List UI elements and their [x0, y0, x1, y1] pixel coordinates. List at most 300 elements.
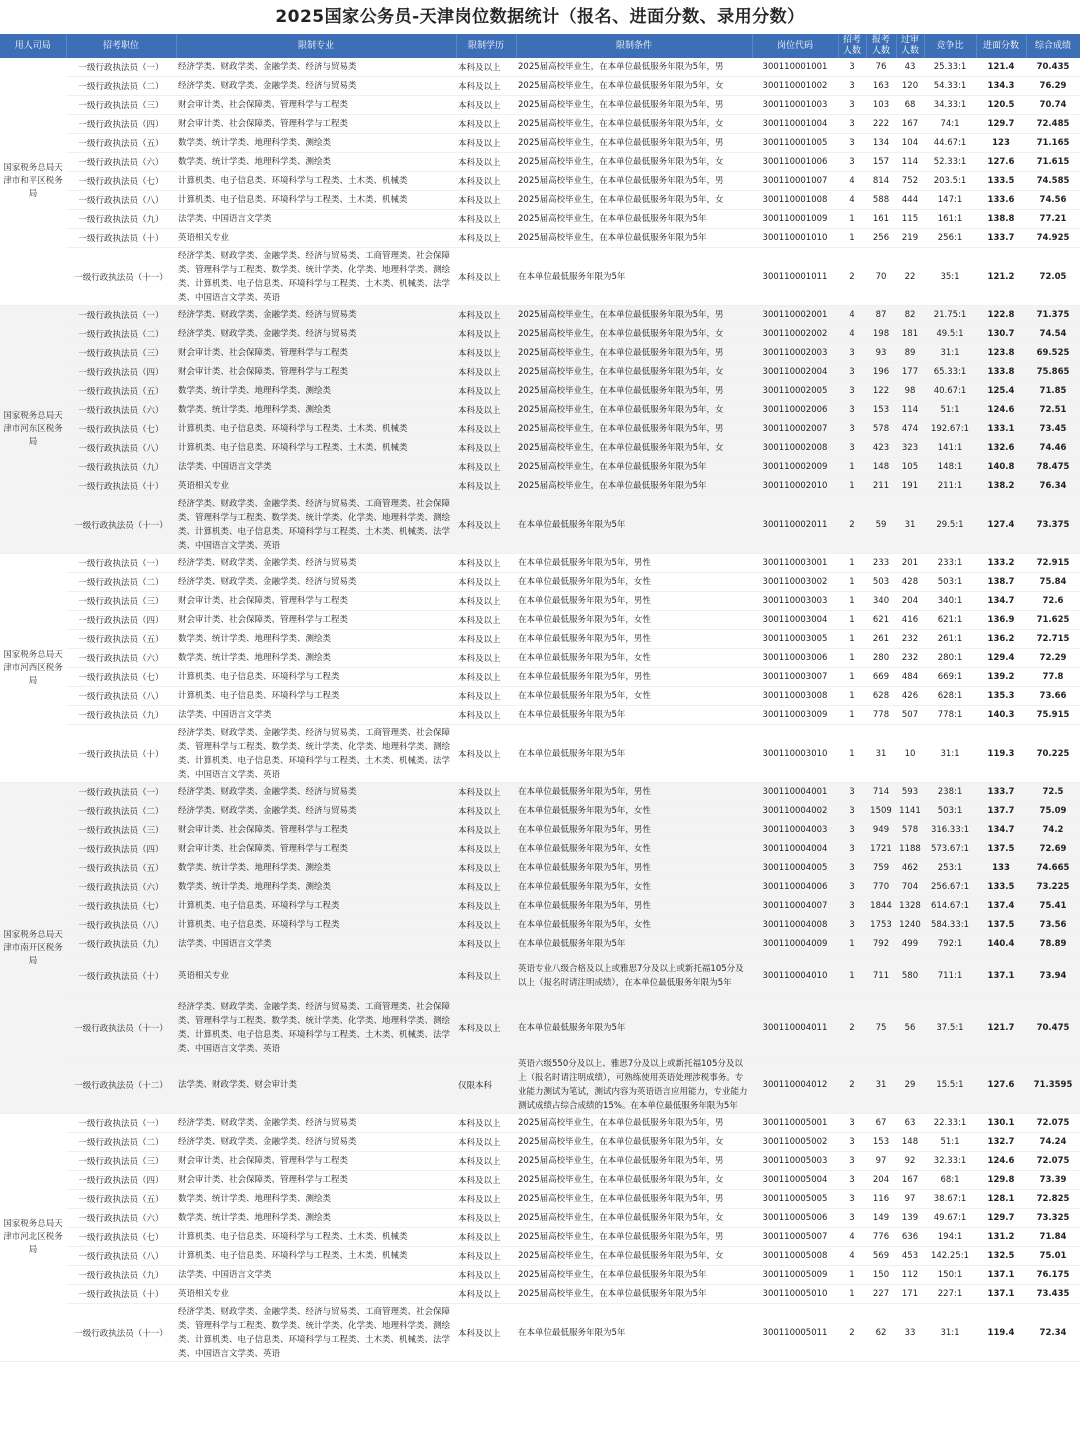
- table-row: [0, 649, 1080, 668]
- final-score-cell: 74.585: [1026, 172, 1080, 191]
- interview-score-cell: 133.2: [976, 554, 1026, 573]
- position-cell: 一级行政执法员（八）: [66, 1247, 176, 1266]
- education-cell: 本科及以上: [456, 420, 516, 439]
- condition-cell: 2025届高校毕业生，在本单位最低服务年限为5年，男: [516, 344, 752, 363]
- code-cell: 300110002010: [752, 477, 838, 496]
- ratio-cell: 584.33:1: [924, 916, 976, 935]
- final-score-cell: 73.56: [1026, 916, 1080, 935]
- applicants-cell: 1844: [866, 897, 896, 916]
- position-cell: 一级行政执法员（一）: [66, 783, 176, 802]
- interview-score-cell: 133.5: [976, 878, 1026, 897]
- approved-cell: 92: [896, 1152, 924, 1171]
- applicants-cell: 103: [866, 96, 896, 115]
- position-cell: 一级行政执法员（四）: [66, 840, 176, 859]
- education-cell: 本科及以上: [456, 573, 516, 592]
- applicants-cell: 67: [866, 1114, 896, 1133]
- final-score-cell: 73.325: [1026, 1209, 1080, 1228]
- table-row: [0, 134, 1080, 153]
- table-row: [0, 821, 1080, 840]
- position-cell: 一级行政执法员（十二）: [66, 1057, 176, 1114]
- final-score-cell: 75.09: [1026, 802, 1080, 821]
- quota-cell: 1: [838, 630, 866, 649]
- condition-cell: 2025届高校毕业生，在本单位最低服务年限为5年，女: [516, 1209, 752, 1228]
- ratio-cell: 52.33:1: [924, 153, 976, 172]
- final-score-cell: 71.85: [1026, 382, 1080, 401]
- major-cell: 经济学类、财政学类、金融学类、经济与贸易类: [176, 802, 456, 821]
- code-cell: 300110002006: [752, 401, 838, 420]
- ratio-cell: 49.67:1: [924, 1209, 976, 1228]
- code-cell: 300110005006: [752, 1209, 838, 1228]
- major-cell: 经济学类、财政学类、金融学类、经济与贸易类、工商管理类、社会保障类、管理科学与工程类、数学类、统计学类、化学类、地理科学类、测绘类、计算机类、电子信息类、环境科学与工程类、土木类、机械类、法学类、中国语言文学类、英语: [176, 496, 456, 554]
- quota-cell: 3: [838, 897, 866, 916]
- interview-score-cell: 129.7: [976, 1209, 1026, 1228]
- quota-cell: 4: [838, 1228, 866, 1247]
- dept-cell: 国家税务总局天津市南开区税务局: [0, 783, 66, 1114]
- position-cell: 一级行政执法员（九）: [66, 706, 176, 725]
- major-cell: 数学类、统计学类、地理科学类、测绘类: [176, 1190, 456, 1209]
- table-row: [0, 1133, 1080, 1152]
- major-cell: 经济学类、财政学类、金融学类、经济与贸易类: [176, 1133, 456, 1152]
- interview-score-cell: 137.4: [976, 897, 1026, 916]
- approved-cell: 56: [896, 999, 924, 1057]
- approved-cell: 204: [896, 592, 924, 611]
- education-cell: 本科及以上: [456, 554, 516, 573]
- approved-cell: 1240: [896, 916, 924, 935]
- ratio-cell: 792:1: [924, 935, 976, 954]
- table-row: [0, 1228, 1080, 1247]
- final-score-cell: 71.84: [1026, 1228, 1080, 1247]
- education-cell: 本科及以上: [456, 401, 516, 420]
- final-score-cell: 76.175: [1026, 1266, 1080, 1285]
- ratio-cell: 261:1: [924, 630, 976, 649]
- code-cell: 300110001005: [752, 134, 838, 153]
- applicants-cell: 503: [866, 573, 896, 592]
- ratio-cell: 54.33:1: [924, 77, 976, 96]
- approved-cell: 428: [896, 573, 924, 592]
- table-row: [0, 458, 1080, 477]
- condition-cell: 2025届高校毕业生，在本单位最低服务年限为5年，女: [516, 325, 752, 344]
- table-row: [0, 1114, 1080, 1133]
- applicants-cell: 153: [866, 1133, 896, 1152]
- condition-cell: 2025届高校毕业生，在本单位最低服务年限为5年，男: [516, 96, 752, 115]
- approved-cell: 636: [896, 1228, 924, 1247]
- table-row: [0, 401, 1080, 420]
- applicants-cell: 149: [866, 1209, 896, 1228]
- applicants-cell: 628: [866, 687, 896, 706]
- code-cell: 300110003001: [752, 554, 838, 573]
- education-cell: 本科及以上: [456, 191, 516, 210]
- interview-score-cell: 137.5: [976, 916, 1026, 935]
- ratio-cell: 15.5:1: [924, 1057, 976, 1114]
- column-header: 进面分数: [976, 34, 1026, 58]
- table-row: [0, 210, 1080, 229]
- education-cell: 本科及以上: [456, 325, 516, 344]
- approved-cell: 507: [896, 706, 924, 725]
- approved-cell: 416: [896, 611, 924, 630]
- quota-cell: 3: [838, 802, 866, 821]
- code-cell: 300110005007: [752, 1228, 838, 1247]
- ratio-cell: 161:1: [924, 210, 976, 229]
- ratio-cell: 40.67:1: [924, 382, 976, 401]
- position-cell: 一级行政执法员（一）: [66, 58, 176, 77]
- approved-cell: 31: [896, 496, 924, 554]
- interview-score-cell: 129.4: [976, 649, 1026, 668]
- code-cell: 300110005003: [752, 1152, 838, 1171]
- condition-cell: 2025届高校毕业生，在本单位最低服务年限为5年: [516, 458, 752, 477]
- condition-cell: 2025届高校毕业生，在本单位最低服务年限为5年，男: [516, 306, 752, 325]
- condition-cell: 在本单位最低服务年限为5年: [516, 725, 752, 783]
- interview-score-cell: 137.1: [976, 954, 1026, 999]
- column-header: 报考人数: [866, 34, 896, 58]
- applicants-cell: 122: [866, 382, 896, 401]
- approved-cell: 98: [896, 382, 924, 401]
- quota-cell: 4: [838, 325, 866, 344]
- major-cell: 数学类、统计学类、地理科学类、测绘类: [176, 649, 456, 668]
- education-cell: 本科及以上: [456, 954, 516, 999]
- approved-cell: 201: [896, 554, 924, 573]
- ratio-cell: 49.5:1: [924, 325, 976, 344]
- applicants-cell: 196: [866, 363, 896, 382]
- code-cell: 300110005001: [752, 1114, 838, 1133]
- position-cell: 一级行政执法员（六）: [66, 878, 176, 897]
- table-row: [0, 248, 1080, 306]
- interview-score-cell: 127.6: [976, 1057, 1026, 1114]
- applicants-cell: 814: [866, 172, 896, 191]
- education-cell: 本科及以上: [456, 382, 516, 401]
- condition-cell: 2025届高校毕业生，在本单位最低服务年限为5年，女: [516, 439, 752, 458]
- approved-cell: 97: [896, 1190, 924, 1209]
- interview-score-cell: 127.6: [976, 153, 1026, 172]
- approved-cell: 112: [896, 1266, 924, 1285]
- position-cell: 一级行政执法员（四）: [66, 611, 176, 630]
- final-score-cell: 72.075: [1026, 1114, 1080, 1133]
- ratio-cell: 37.5:1: [924, 999, 976, 1057]
- approved-cell: 191: [896, 477, 924, 496]
- column-header: 过审人数: [896, 34, 924, 58]
- major-cell: 法学类、中国语言文学类: [176, 935, 456, 954]
- approved-cell: 63: [896, 1114, 924, 1133]
- education-cell: 本科及以上: [456, 172, 516, 191]
- final-score-cell: 72.69: [1026, 840, 1080, 859]
- ratio-cell: 31:1: [924, 344, 976, 363]
- final-score-cell: 78.89: [1026, 935, 1080, 954]
- ratio-cell: 44.67:1: [924, 134, 976, 153]
- applicants-cell: 588: [866, 191, 896, 210]
- code-cell: 300110004010: [752, 954, 838, 999]
- ratio-cell: 503:1: [924, 573, 976, 592]
- condition-cell: 2025届高校毕业生，在本单位最低服务年限为5年，男: [516, 1228, 752, 1247]
- position-cell: 一级行政执法员（十一）: [66, 1304, 176, 1362]
- interview-score-cell: 121.4: [976, 58, 1026, 77]
- ratio-cell: 150:1: [924, 1266, 976, 1285]
- code-cell: 300110003009: [752, 706, 838, 725]
- code-cell: 300110004011: [752, 999, 838, 1057]
- major-cell: 法学类、中国语言文学类: [176, 1266, 456, 1285]
- approved-cell: 462: [896, 859, 924, 878]
- position-cell: 一级行政执法员（九）: [66, 1266, 176, 1285]
- condition-cell: 在本单位最低服务年限为5年，男性: [516, 821, 752, 840]
- table-row: [0, 325, 1080, 344]
- education-cell: 本科及以上: [456, 363, 516, 382]
- table-row: [0, 725, 1080, 783]
- applicants-cell: 792: [866, 935, 896, 954]
- condition-cell: 在本单位最低服务年限为5年，女性: [516, 840, 752, 859]
- quota-cell: 3: [838, 859, 866, 878]
- column-header: 限制专业: [176, 34, 456, 58]
- position-cell: 一级行政执法员（一）: [66, 1114, 176, 1133]
- approved-cell: 1188: [896, 840, 924, 859]
- quota-cell: 2: [838, 999, 866, 1057]
- code-cell: 300110001011: [752, 248, 838, 306]
- interview-score-cell: 128.1: [976, 1190, 1026, 1209]
- column-header: 限制学历: [456, 34, 516, 58]
- final-score-cell: 69.525: [1026, 344, 1080, 363]
- code-cell: 300110003006: [752, 649, 838, 668]
- condition-cell: 在本单位最低服务年限为5年，男性: [516, 554, 752, 573]
- applicants-cell: 227: [866, 1285, 896, 1304]
- major-cell: 法学类、财政学类、财会审计类: [176, 1057, 456, 1114]
- interview-score-cell: 132.5: [976, 1247, 1026, 1266]
- table-row: [0, 999, 1080, 1057]
- code-cell: 300110004003: [752, 821, 838, 840]
- approved-cell: 426: [896, 687, 924, 706]
- code-cell: 300110001003: [752, 96, 838, 115]
- page-title: 2025国家公务员-天津岗位数据统计（报名、进面分数、录用分数）: [275, 7, 805, 27]
- position-cell: 一级行政执法员（五）: [66, 1190, 176, 1209]
- final-score-cell: 72.51: [1026, 401, 1080, 420]
- interview-score-cell: 137.5: [976, 840, 1026, 859]
- table-row: [0, 96, 1080, 115]
- applicants-cell: 222: [866, 115, 896, 134]
- table-row: [0, 477, 1080, 496]
- condition-cell: 2025届高校毕业生，在本单位最低服务年限为5年: [516, 229, 752, 248]
- education-cell: 本科及以上: [456, 999, 516, 1057]
- major-cell: 英语相关专业: [176, 1285, 456, 1304]
- final-score-cell: 72.075: [1026, 1152, 1080, 1171]
- education-cell: 本科及以上: [456, 439, 516, 458]
- applicants-cell: 261: [866, 630, 896, 649]
- table-row: [0, 802, 1080, 821]
- approved-cell: 114: [896, 401, 924, 420]
- code-cell: 300110004007: [752, 897, 838, 916]
- ratio-cell: 194:1: [924, 1228, 976, 1247]
- position-cell: 一级行政执法员（九）: [66, 210, 176, 229]
- applicants-cell: 776: [866, 1228, 896, 1247]
- code-cell: 300110004001: [752, 783, 838, 802]
- applicants-cell: 233: [866, 554, 896, 573]
- education-cell: 本科及以上: [456, 344, 516, 363]
- recruitment-table: [0, 34, 1080, 1362]
- approved-cell: 181: [896, 325, 924, 344]
- position-cell: 一级行政执法员（四）: [66, 363, 176, 382]
- code-cell: 300110003004: [752, 611, 838, 630]
- ratio-cell: 34.33:1: [924, 96, 976, 115]
- education-cell: 本科及以上: [456, 1228, 516, 1247]
- major-cell: 经济学类、财政学类、金融学类、经济与贸易类、工商管理类、社会保障类、管理科学与工程类、数学类、统计学类、化学类、地理科学类、测绘类、计算机类、电子信息类、环境科学与工程类、土木类、机械类、法学类、中国语言文学类、英语: [176, 725, 456, 783]
- condition-cell: 在本单位最低服务年限为5年，女性: [516, 611, 752, 630]
- applicants-cell: 714: [866, 783, 896, 802]
- final-score-cell: 70.475: [1026, 999, 1080, 1057]
- interview-score-cell: 133.8: [976, 363, 1026, 382]
- major-cell: 数学类、统计学类、地理科学类、测绘类: [176, 859, 456, 878]
- table-row: [0, 344, 1080, 363]
- condition-cell: 在本单位最低服务年限为5年，男性: [516, 630, 752, 649]
- quota-cell: 1: [838, 935, 866, 954]
- final-score-cell: 74.54: [1026, 325, 1080, 344]
- ratio-cell: 238:1: [924, 783, 976, 802]
- major-cell: 英语相关专业: [176, 954, 456, 999]
- table-body: [0, 58, 1080, 1362]
- final-score-cell: 73.45: [1026, 420, 1080, 439]
- code-cell: 300110001010: [752, 229, 838, 248]
- major-cell: 计算机类、电子信息类、环境科学与工程类: [176, 897, 456, 916]
- ratio-cell: 141:1: [924, 439, 976, 458]
- quota-cell: 1: [838, 706, 866, 725]
- quota-cell: 3: [838, 134, 866, 153]
- final-score-cell: 71.615: [1026, 153, 1080, 172]
- condition-cell: 2025届高校毕业生，在本单位最低服务年限为5年: [516, 210, 752, 229]
- condition-cell: 在本单位最低服务年限为5年，男性: [516, 592, 752, 611]
- approved-cell: 578: [896, 821, 924, 840]
- education-cell: 本科及以上: [456, 1152, 516, 1171]
- code-cell: 300110004005: [752, 859, 838, 878]
- interview-score-cell: 137.7: [976, 802, 1026, 821]
- table-row: [0, 706, 1080, 725]
- major-cell: 经济学类、财政学类、金融学类、经济与贸易类: [176, 783, 456, 802]
- dept-cell: 国家税务总局天津市和平区税务局: [0, 58, 66, 306]
- final-score-cell: 74.925: [1026, 229, 1080, 248]
- approved-cell: 167: [896, 115, 924, 134]
- condition-cell: 在本单位最低服务年限为5年，男性: [516, 668, 752, 687]
- applicants-cell: 1509: [866, 802, 896, 821]
- ratio-cell: 778:1: [924, 706, 976, 725]
- ratio-cell: 74:1: [924, 115, 976, 134]
- condition-cell: 英语专业八级合格及以上或雅思7分及以上或新托福105分及以上（报名时请注明成绩），在本单位最低服务年限为5年: [516, 954, 752, 999]
- interview-score-cell: 124.6: [976, 401, 1026, 420]
- final-score-cell: 73.225: [1026, 878, 1080, 897]
- position-cell: 一级行政执法员（二）: [66, 573, 176, 592]
- education-cell: 本科及以上: [456, 458, 516, 477]
- major-cell: 财会审计类、社会保障类、管理科学与工程类: [176, 1152, 456, 1171]
- major-cell: 财会审计类、社会保障类、管理科学与工程类: [176, 115, 456, 134]
- interview-score-cell: 134.7: [976, 821, 1026, 840]
- major-cell: 经济学类、财政学类、金融学类、经济与贸易类: [176, 325, 456, 344]
- code-cell: 300110003010: [752, 725, 838, 783]
- education-cell: 本科及以上: [456, 859, 516, 878]
- final-score-cell: 73.435: [1026, 1285, 1080, 1304]
- education-cell: 本科及以上: [456, 306, 516, 325]
- quota-cell: 3: [838, 1114, 866, 1133]
- condition-cell: 英语六级550分及以上、雅思7分及以上或新托福105分及以上（报名时请注明成绩），可熟练使用英语处理涉税事务。专业能力测试为笔试，测试内容为英语语言应用能力，专业能力测试成绩占综合成绩的15%。在本单位最低服务年限为5年: [516, 1057, 752, 1114]
- table-row: [0, 1266, 1080, 1285]
- position-cell: 一级行政执法员（八）: [66, 439, 176, 458]
- code-cell: 300110004004: [752, 840, 838, 859]
- column-header: 竞争比: [924, 34, 976, 58]
- position-cell: 一级行政执法员（四）: [66, 1171, 176, 1190]
- final-score-cell: 72.915: [1026, 554, 1080, 573]
- education-cell: 本科及以上: [456, 496, 516, 554]
- ratio-cell: 29.5:1: [924, 496, 976, 554]
- ratio-cell: 711:1: [924, 954, 976, 999]
- education-cell: 本科及以上: [456, 96, 516, 115]
- education-cell: 本科及以上: [456, 1133, 516, 1152]
- interview-score-cell: 124.6: [976, 1152, 1026, 1171]
- quota-cell: 1: [838, 649, 866, 668]
- ratio-cell: 51:1: [924, 1133, 976, 1152]
- major-cell: 经济学类、财政学类、金融学类、经济与贸易类、工商管理类、社会保障类、管理科学与工程类、数学类、统计学类、化学类、地理科学类、测绘类、计算机类、电子信息类、环境科学与工程类、土木类、机械类、法学类、中国语言文学类、英语: [176, 248, 456, 306]
- table-row: [0, 840, 1080, 859]
- education-cell: 本科及以上: [456, 477, 516, 496]
- interview-score-cell: 123: [976, 134, 1026, 153]
- code-cell: 300110005004: [752, 1171, 838, 1190]
- major-cell: 财会审计类、社会保障类、管理科学与工程类: [176, 840, 456, 859]
- interview-score-cell: 133.6: [976, 191, 1026, 210]
- major-cell: 数学类、统计学类、地理科学类、测绘类: [176, 1209, 456, 1228]
- interview-score-cell: 133: [976, 859, 1026, 878]
- education-cell: 本科及以上: [456, 897, 516, 916]
- approved-cell: 22: [896, 248, 924, 306]
- code-cell: 300110004012: [752, 1057, 838, 1114]
- interview-score-cell: 129.8: [976, 1171, 1026, 1190]
- condition-cell: 2025届高校毕业生，在本单位最低服务年限为5年: [516, 1266, 752, 1285]
- code-cell: 300110005008: [752, 1247, 838, 1266]
- interview-score-cell: 133.5: [976, 172, 1026, 191]
- final-score-cell: 71.165: [1026, 134, 1080, 153]
- approved-cell: 232: [896, 649, 924, 668]
- interview-score-cell: 134.3: [976, 77, 1026, 96]
- position-cell: 一级行政执法员（五）: [66, 630, 176, 649]
- education-cell: 本科及以上: [456, 840, 516, 859]
- education-cell: 本科及以上: [456, 77, 516, 96]
- interview-score-cell: 125.4: [976, 382, 1026, 401]
- quota-cell: 3: [838, 1133, 866, 1152]
- table-row: [0, 229, 1080, 248]
- approved-cell: 484: [896, 668, 924, 687]
- position-cell: 一级行政执法员（十）: [66, 1285, 176, 1304]
- education-cell: 本科及以上: [456, 802, 516, 821]
- table-row: [0, 496, 1080, 554]
- condition-cell: 在本单位最低服务年限为5年，女性: [516, 916, 752, 935]
- final-score-cell: 71.625: [1026, 611, 1080, 630]
- quota-cell: 1: [838, 592, 866, 611]
- major-cell: 财会审计类、社会保障类、管理科学与工程类: [176, 611, 456, 630]
- applicants-cell: 778: [866, 706, 896, 725]
- major-cell: 经济学类、财政学类、金融学类、经济与贸易类: [176, 77, 456, 96]
- major-cell: 数学类、统计学类、地理科学类、测绘类: [176, 401, 456, 420]
- applicants-cell: 211: [866, 477, 896, 496]
- interview-score-cell: 120.5: [976, 96, 1026, 115]
- quota-cell: 4: [838, 1247, 866, 1266]
- final-score-cell: 71.3595: [1026, 1057, 1080, 1114]
- code-cell: 300110004002: [752, 802, 838, 821]
- applicants-cell: 949: [866, 821, 896, 840]
- approved-cell: 43: [896, 58, 924, 77]
- code-cell: 300110004008: [752, 916, 838, 935]
- position-cell: 一级行政执法员（八）: [66, 916, 176, 935]
- approved-cell: 139: [896, 1209, 924, 1228]
- education-cell: 本科及以上: [456, 687, 516, 706]
- approved-cell: 580: [896, 954, 924, 999]
- approved-cell: 219: [896, 229, 924, 248]
- quota-cell: 1: [838, 725, 866, 783]
- major-cell: 经济学类、财政学类、金融学类、经济与贸易类: [176, 573, 456, 592]
- education-cell: 本科及以上: [456, 592, 516, 611]
- final-score-cell: 71.375: [1026, 306, 1080, 325]
- approved-cell: 177: [896, 363, 924, 382]
- applicants-cell: 75: [866, 999, 896, 1057]
- table-row: [0, 153, 1080, 172]
- education-cell: 本科及以上: [456, 1285, 516, 1304]
